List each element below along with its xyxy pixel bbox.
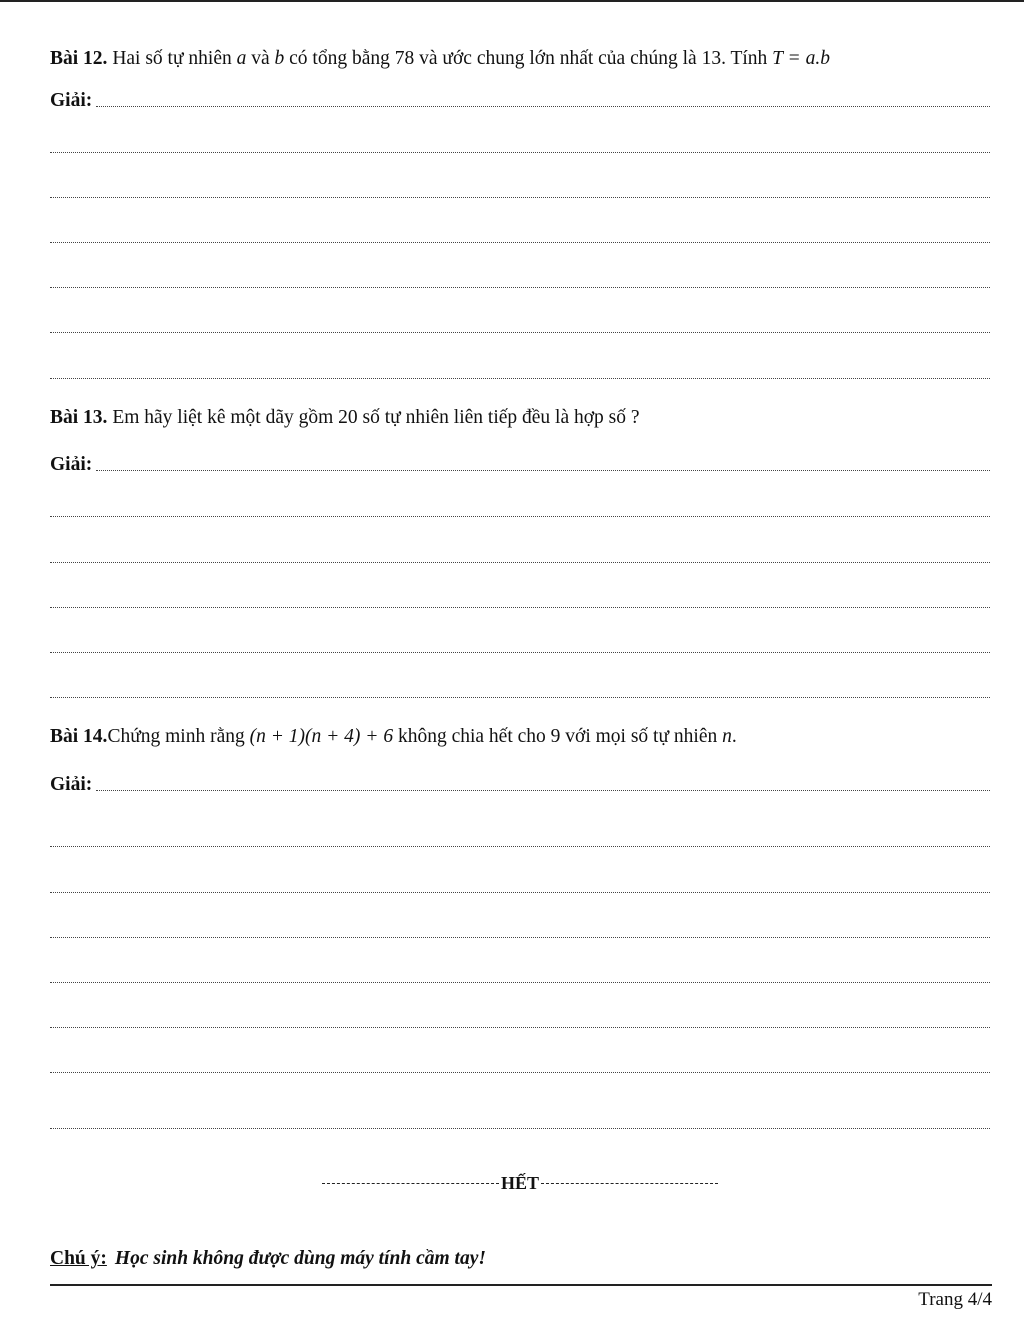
problem-12-text-3: có tổng bằng 78 và ước chung lớn nhất của chúng là 13. Tính — [284, 48, 773, 69]
end-marker — [322, 1170, 718, 1196]
answer-line[interactable] — [96, 790, 990, 791]
answer-line[interactable] — [50, 562, 990, 563]
answer-line[interactable] — [50, 607, 990, 608]
answer-line[interactable] — [50, 1027, 990, 1028]
solution-label-13: Giải: — [50, 454, 93, 475]
end-dash-left — [322, 1183, 499, 1184]
footer-rule — [50, 1284, 992, 1286]
solution-row-14[interactable] — [50, 770, 990, 796]
problem-14-label: Bài 14. — [50, 726, 108, 747]
problem-14 — [50, 724, 990, 750]
top-border — [0, 0, 1024, 2]
answer-line[interactable] — [50, 242, 990, 243]
answer-line[interactable] — [50, 652, 990, 653]
end-dash-right — [541, 1183, 718, 1184]
answer-line[interactable] — [50, 846, 990, 847]
solution-row-13[interactable] — [50, 450, 990, 476]
answer-line[interactable] — [50, 982, 990, 983]
solution-label-12: Giải: — [50, 90, 93, 111]
solution-label-14: Giải: — [50, 774, 93, 795]
end-text: HẾT — [501, 1172, 540, 1193]
answer-line[interactable] — [50, 1128, 990, 1129]
problem-12 — [50, 46, 990, 72]
answer-line[interactable] — [96, 470, 990, 471]
note-text: Học sinh không được dùng máy tính cầm tay! — [114, 1248, 486, 1269]
answer-line[interactable] — [50, 937, 990, 938]
answer-line[interactable] — [50, 516, 990, 517]
problem-14-formula: (n + 1)(n + 4) + 6 — [249, 726, 394, 747]
var-a: a — [236, 48, 247, 69]
var-b: b — [274, 48, 285, 69]
page-number: Trang 4/4 — [918, 1289, 992, 1310]
problem-12-text-1: Hai số tự nhiên — [107, 48, 237, 69]
problem-12-text-2: và — [246, 48, 275, 69]
note — [50, 1246, 486, 1272]
problem-14-text-3: . — [731, 726, 737, 747]
answer-line[interactable] — [50, 697, 990, 698]
answer-line[interactable] — [50, 287, 990, 288]
problem-14-text-1: Chứng minh rằng — [107, 726, 250, 747]
answer-line[interactable] — [50, 378, 990, 379]
answer-line[interactable] — [50, 152, 990, 153]
problem-12-formula: T = a.b — [772, 48, 830, 69]
answer-line[interactable] — [50, 197, 990, 198]
problem-12-label: Bài 12. — [50, 48, 108, 69]
var-n: n — [722, 726, 732, 747]
problem-14-text-2: không chia hết cho 9 với mọi số tự nhiên — [393, 726, 723, 747]
problem-13 — [50, 405, 990, 431]
answer-line[interactable] — [50, 1072, 990, 1073]
note-label: Chú ý: — [50, 1248, 107, 1269]
answer-line[interactable] — [50, 892, 990, 893]
problem-13-label: Bài 13. — [50, 407, 108, 428]
problem-13-text: Em hãy liệt kê một dãy gồm 20 số tự nhiên liên tiếp đều là hợp số ? — [107, 407, 640, 428]
answer-line[interactable] — [96, 106, 990, 107]
answer-line[interactable] — [50, 332, 990, 333]
solution-row-12[interactable] — [50, 86, 990, 112]
